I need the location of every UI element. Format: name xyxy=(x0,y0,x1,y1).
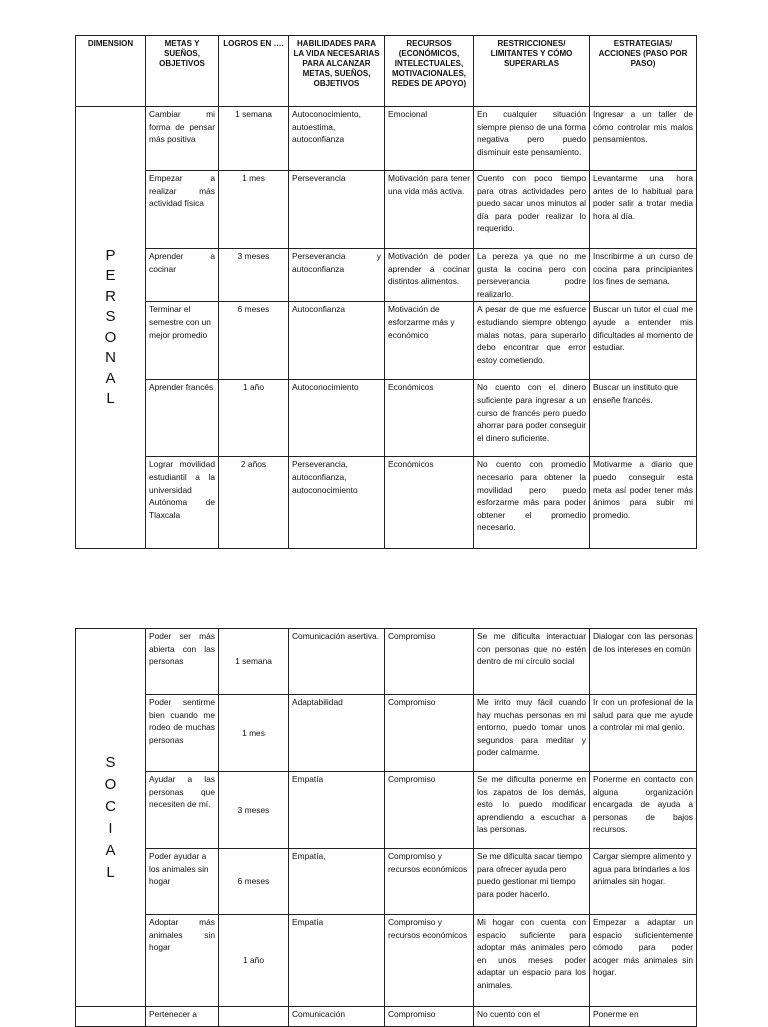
cell-recursos: Compromiso xyxy=(385,695,474,772)
cell-restricciones: No cuento con el dinero suficiente para ingresar a un curso de francés pero puedo ahorrar para poder conseguir el dinero suficiente. xyxy=(474,380,590,457)
cell-restricciones: Se me dificulta interactuar con personas que no estén dentro de mi círculo social xyxy=(474,629,590,695)
cell-habilidades: Empatía, xyxy=(289,849,385,915)
cell-restricciones: Se me dificulta ponerme en los zapatos de los demás, esto lo puedo modificar aprendiendo a escuchar a las personas. xyxy=(474,772,590,849)
cell-recursos: Compromiso xyxy=(385,1007,474,1027)
cell-estrategias: Ir con un profesional de la salud para que me ayude a controlar mi mal genio. xyxy=(590,695,697,772)
cell-logro: 1 mes xyxy=(219,695,289,772)
cell-logro: 1 mes xyxy=(219,171,289,249)
header-row xyxy=(76,36,697,107)
table-row xyxy=(76,249,697,302)
dimension-letter: P xyxy=(105,246,116,264)
cell-recursos: Emocional xyxy=(385,107,474,171)
dimension-letter: O xyxy=(104,775,117,793)
cell-restricciones: Cuento con poco tiempo para otras actividades pero puedo sacar unos minutos al día para poder realizar lo requerido. xyxy=(474,171,590,249)
header-metas: METAS Y SUEÑOS, OBJETIVOS xyxy=(146,36,219,107)
dimension-letter: S xyxy=(105,308,116,326)
cell-logro: 1 año xyxy=(219,380,289,457)
dimension-personal xyxy=(76,107,146,549)
cell-habilidades: Adaptabilidad xyxy=(289,695,385,772)
cell-habilidades: Perseverancia xyxy=(289,171,385,249)
table-row xyxy=(76,107,697,171)
cell-meta: Ayudar a las personas que necesiten de mí. xyxy=(146,772,219,849)
cell-logro: 3 meses xyxy=(219,249,289,302)
cell-recursos: Compromiso y recursos económicos xyxy=(385,915,474,1007)
cell-recursos: Motivación para tener una vida más activa. xyxy=(385,171,474,249)
header-recursos: RECURSOS (ECONÓMICOS, INTELECTUALES, MOTIVACIONALES, REDES DE APOYO) xyxy=(385,36,474,107)
header-habilidades: HABILIDADES PARA LA VIDA NECESARIAS PARA ALCANZAR METAS, SUEÑOS, OBJETIVOS xyxy=(289,36,385,107)
cell-meta: Pertenecer a xyxy=(146,1007,219,1027)
cell-restricciones: Se me dificulta sacar tiempo para ofrecer ayuda pero puedo gestionar mi tiempo para poder hacerlo. xyxy=(474,849,590,915)
cell-habilidades: Empatía xyxy=(289,772,385,849)
cell-logro: 3 meses xyxy=(219,772,289,849)
dimension-letter: A xyxy=(105,369,116,387)
cell-meta: Cambiar mi forma de pensar más positiva xyxy=(146,107,219,171)
dimension-letter: O xyxy=(104,328,117,346)
dimension-letter: N xyxy=(105,349,116,367)
cell-restricciones: No cuento con el xyxy=(474,1007,590,1027)
dimension-letter: L xyxy=(106,390,115,408)
cell-restricciones: Me irrito muy fácil cuando hay muchas personas en mi entorno, puedo tomar unos segundos para meditar y poder calmarme. xyxy=(474,695,590,772)
cell-recursos: Compromiso xyxy=(385,772,474,849)
table-row xyxy=(76,380,697,457)
cell-restricciones: En cualquier situación siempre pienso de una forma negativa pero puedo disminuir este pensamiento. xyxy=(474,107,590,171)
social-table xyxy=(75,628,697,1027)
cell-estrategias: Ponerme en xyxy=(590,1007,697,1027)
cell-estrategias: Ponerme en contacto con alguna organización encargada de ayuda a personas de bajos recursos. xyxy=(590,772,697,849)
dimension-letter: I xyxy=(108,819,113,837)
cell-restricciones: La pereza ya que no me gusta la cocina pero con perseverancia podre realizarlo. xyxy=(474,249,590,302)
cell-restricciones: No cuento con promedio necesario para obtener la movilidad pero puedo esforzarme más para poder obtener el promedio necesario. xyxy=(474,457,590,549)
cell-recursos: Motivación de esforzarme más y económico xyxy=(385,302,474,380)
table-row xyxy=(76,302,697,380)
cell-logro: 6 meses xyxy=(219,849,289,915)
table-row xyxy=(76,772,697,849)
cell-meta: Poder ayudar a los animales sin hogar xyxy=(146,849,219,915)
table-row xyxy=(76,695,697,772)
cell-meta: Terminar el semestre con un mejor promedio xyxy=(146,302,219,380)
cell-habilidades: Perseverancia y autoconfianza xyxy=(289,249,385,302)
cell-meta: Adoptar más animales sin hogar xyxy=(146,915,219,1007)
cell-meta: Poder sentirme bien cuando me rodeo de muchas personas xyxy=(146,695,219,772)
cell-logro: 2 años xyxy=(219,457,289,549)
cell-estrategias: Buscar un tutor el cual me ayude a entender mis dificultades al momento de estudiar. xyxy=(590,302,697,380)
cell-estrategias: Cargar siempre alimento y agua para brindarles a los animales sin hogar. xyxy=(590,849,697,915)
dimension-letter: E xyxy=(105,267,116,285)
header-dimension: DIMENSION xyxy=(76,36,146,107)
dimension-letter: R xyxy=(105,287,116,305)
cell-meta: Lograr movilidad estudiantil a la universidad Autónoma de Tlaxcala xyxy=(146,457,219,549)
cell-estrategias: Motivarme a diario que puedo conseguir esta meta así poder tener más ánimos para subir mi promedio. xyxy=(590,457,697,549)
dimension-letter: A xyxy=(105,841,116,859)
table-row xyxy=(76,457,697,549)
cell-recursos: Compromiso xyxy=(385,629,474,695)
cell-habilidades: Autoconocimiento xyxy=(289,380,385,457)
cell-logro: 1 año xyxy=(219,915,289,1007)
dimension-letter: S xyxy=(105,753,116,771)
cell-restricciones: A pesar de que me esfuerce estudiando siempre obtengo malas notas, para superarlo debo encontrar que error estoy cometiendo. xyxy=(474,302,590,380)
header-estrategias: ESTRATEGIAS/ ACCIONES (PASO POR PASO) xyxy=(590,36,697,107)
table-row xyxy=(76,915,697,1007)
table-row xyxy=(76,849,697,915)
cell-estrategias: Inscribirme a un curso de cocina para principiantes los fines de semana. xyxy=(590,249,697,302)
dimension-social xyxy=(76,629,146,1007)
cell-estrategias: Empezar a adaptar un espacio suficientemente cómodo para poder acoger más animales sin hogar. xyxy=(590,915,697,1007)
header-logros: LOGROS EN …. xyxy=(219,36,289,107)
table-row xyxy=(76,171,697,249)
cell-habilidades: Perseverancia, autoconfianza, autoconocimiento xyxy=(289,457,385,549)
personal-table xyxy=(75,35,697,549)
cell-meta: Poder ser más abierta con las personas xyxy=(146,629,219,695)
cell-restricciones: Mi hogar con cuenta con espacio suficiente para adoptar más animales pero en unos meses poder adaptar un espacio para los animales. xyxy=(474,915,590,1007)
cell-recursos: Económicos xyxy=(385,457,474,549)
dimension-letter: L xyxy=(106,863,115,881)
cell-estrategias: Dialogar con las personas de los intereses en común xyxy=(590,629,697,695)
header-restricciones: RESTRICCIONES/ LIMITANTES Y CÓMO SUPERARLAS xyxy=(474,36,590,107)
cell-estrategias: Buscar un instituto que enseñe francés. xyxy=(590,380,697,457)
cell-estrategias: Levantarme una hora antes de lo habitual para poder salir a trotar media hora al día. xyxy=(590,171,697,249)
dimension-letter: C xyxy=(105,797,116,815)
cell-logro: 1 semana xyxy=(219,107,289,171)
cell-meta: Aprender francés xyxy=(146,380,219,457)
cell-recursos: Económicos xyxy=(385,380,474,457)
cell-estrategias: Ingresar a un taller de cómo controlar mis malos pensamientos. xyxy=(590,107,697,171)
cell-habilidades: Comunicación xyxy=(289,1007,385,1027)
cell-logro: 6 meses xyxy=(219,302,289,380)
cell-recursos: Motivación de poder aprender a cocinar distintos alimentos. xyxy=(385,249,474,302)
cell-recursos: Compromiso y recursos económicos xyxy=(385,849,474,915)
table-row xyxy=(76,629,697,695)
cell-habilidades: Autoconfianza xyxy=(289,302,385,380)
cell-meta: Empezar a realizar más actividad física xyxy=(146,171,219,249)
cell-logro: 1 semana xyxy=(219,629,289,695)
cell-meta: Aprender a cocinar xyxy=(146,249,219,302)
cell-habilidades: Comunicación asertiva. xyxy=(289,629,385,695)
cell-habilidades: Autoconocimiento, autoestima, autoconfianza xyxy=(289,107,385,171)
cell-habilidades: Empatía xyxy=(289,915,385,1007)
